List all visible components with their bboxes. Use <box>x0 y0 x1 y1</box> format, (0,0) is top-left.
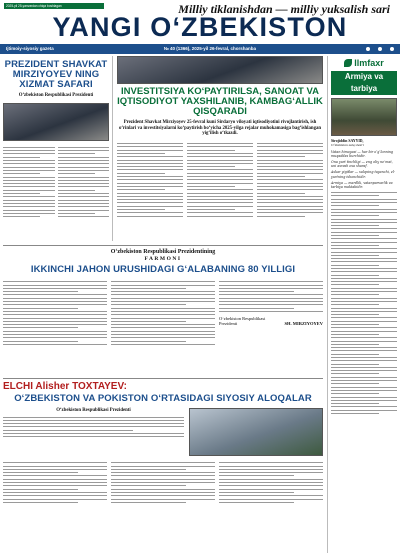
farmon-col3-lines <box>219 281 323 312</box>
lead-mid-text-col2 <box>187 141 253 219</box>
farmon-text-col1 <box>3 279 107 347</box>
farmon-signature-name: SH. MIRZIYOYEV <box>284 320 323 326</box>
dateline-issue: № 40 (1366), 2025-yil 26-fevral, chorshanba <box>163 46 257 51</box>
sidebar-poem <box>331 150 397 189</box>
sidebar-poem-lines <box>331 192 397 414</box>
sidebar-author: Sirojiddin SAYYID, <box>331 139 364 143</box>
farmon-signature-title: O‘zbekiston Respublikasi Prezidenti <box>219 315 266 326</box>
sidebar-author-title: O‘zbekiston xalq shoiri <box>331 143 364 147</box>
farmon-headline: IKKINCHI JAHON URUSHIDAGI G‘ALABANING 80 YILLIGI <box>30 264 296 275</box>
lead-mid-article <box>117 56 323 241</box>
dateline-social <box>366 44 394 54</box>
newspaper-logo <box>2 12 398 42</box>
poem-stanza: Ona yurt tinchligi — eng oliy ne’mat, uni asrash esa sharaf. <box>331 160 393 169</box>
farmon-text-col3 <box>219 279 323 347</box>
dateline-left: Ijtimoiy-siyosiy gazeta <box>6 46 54 51</box>
lead-mid-photo <box>117 56 323 84</box>
sidebar-brand <box>331 58 397 68</box>
lead-mid-text-col3 <box>257 141 323 219</box>
sidebar-banner: Armiya va tarbiya <box>331 71 397 95</box>
elchi-subhead: O‘zbekiston Respublikasi Prezidenti <box>56 408 131 413</box>
lead-left-headline: PREZIDENT SHAVKAT MIRZIYOYEV NING XIZMAT SAFARI <box>4 59 108 90</box>
lead-left-subhead: O‘zbekiston Respublikasi Prezidenti <box>18 93 94 98</box>
poem-stanza: Askar yigitlar — xalqning tayanchi, el-yurtning ishonchidir. <box>331 170 395 179</box>
elchi-photo <box>189 408 323 456</box>
elchi-lead-lines <box>3 417 184 438</box>
lead-mid-headline: INVESTITSIYA KO‘PAYTIRILSA, SANOAT VA IQTISODIYOT YAXSHILANIB, KAMBAG‘ALLIK QISQARADI <box>117 86 323 117</box>
telegram-icon <box>378 44 382 54</box>
dateline-bar <box>0 44 400 54</box>
poem-stanza: Armiya — mardlik, vatanparvarlik va tarbiya maktabidir. <box>331 180 393 189</box>
elchi-headline: O‘ZBEKISTON VA POKISTON O‘RTASIDAGI SIYOSIY ALOQALAR <box>14 393 312 404</box>
sidebar-photo <box>331 98 397 136</box>
elchi-text-col2 <box>111 460 215 505</box>
lead-left-article <box>3 56 113 241</box>
lead-left-text-col2 <box>58 145 110 220</box>
poem-stanza: Vatan himoyasi — har bir o‘g‘lonning muqaddas burchidir. <box>331 150 394 159</box>
lead-mid-subhead: Prezident Shavkat Mirziyoyev 25-fevral kuni Sirdaryo viloyati iqtisodiyotini rivojlantirish, ish o‘rinlari va investitsiyalarni ko‘paytirish bo‘yicha 2025-yilga rejalar muhokamasiga bag‘ishlangan yig‘ilish o‘tkazdi. <box>118 120 322 137</box>
masthead-slogan: Milliy tiklanishdan — milliy yuksalish sari <box>178 2 390 16</box>
elchi-article <box>3 378 323 553</box>
lead-left-photo <box>3 103 109 141</box>
lead-left-text-col1 <box>3 145 55 220</box>
logo-text: YANGI O‘ZBEKISTON <box>52 12 348 42</box>
elchi-text-col1 <box>3 460 107 505</box>
sidebar <box>327 56 397 553</box>
sidebar-brand-text: Ilmfaxr <box>354 58 384 68</box>
farmon-title: FARMONI <box>144 256 182 262</box>
leaf-icon <box>344 59 352 67</box>
masthead-top-strip: 2025-yil 25-yanvardan chiqa boshlagan <box>4 3 104 9</box>
facebook-icon <box>390 44 394 54</box>
web-icon <box>366 44 370 54</box>
elchi-text-col3 <box>219 460 323 505</box>
lead-mid-text-col1 <box>117 141 183 219</box>
farmon-text-col2 <box>111 279 215 347</box>
farmon-article <box>3 245 323 375</box>
farmon-issuer: O‘zbekiston Respublikasi Prezidentining <box>110 249 216 255</box>
elchi-name: ELCHI Alisher TOXTAYEV: <box>3 381 127 392</box>
